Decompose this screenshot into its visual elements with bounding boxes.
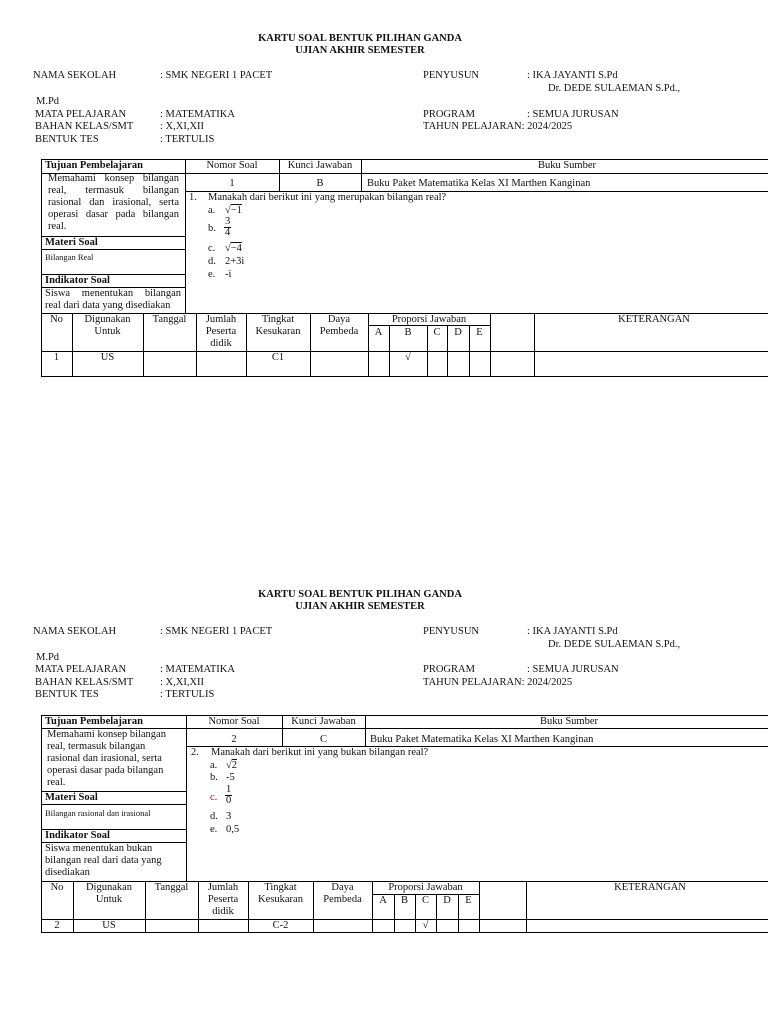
col-d: D bbox=[443, 895, 451, 906]
kesukaran-header: Kesukaran bbox=[258, 894, 303, 905]
kelas-label: BAHAN KELAS/SMT bbox=[35, 121, 134, 132]
penyusun-value-3: M.Pd bbox=[36, 96, 60, 107]
fraction-numerator: 3 bbox=[225, 216, 231, 227]
sqrt-symbol: √ bbox=[225, 205, 231, 216]
penyusun-value: : IKA JAYANTI S.Pd bbox=[527, 626, 618, 637]
kunci-jawaban-header: Kunci Jawaban bbox=[291, 716, 356, 727]
penyusun-value: : IKA JAYANTI S.Pd bbox=[527, 70, 618, 81]
mapel-label: MATA PELAJARAN bbox=[35, 664, 127, 675]
program-label: PROGRAM bbox=[423, 109, 475, 120]
row-check: √ bbox=[422, 920, 429, 931]
digunakan-header: Digunakan bbox=[84, 314, 131, 325]
option-a-label: a. bbox=[208, 205, 216, 216]
bentuk-label: BENTUK TES bbox=[35, 689, 99, 700]
proporsi-header: Proporsi Jawaban bbox=[388, 882, 463, 893]
untuk-header: Untuk bbox=[95, 894, 123, 905]
nama-sekolah-label: NAMA SEKOLAH bbox=[33, 626, 117, 637]
col-c: C bbox=[433, 327, 441, 338]
nomor-soal-value: 1 bbox=[229, 178, 235, 189]
tahun-label: TAHUN PELAJARAN: 2024/2025 bbox=[423, 677, 573, 688]
tingkat-header: Tingkat bbox=[261, 314, 295, 325]
materi-text: Bilangan rasional dan irasional bbox=[45, 808, 151, 818]
option-a bbox=[226, 760, 237, 772]
option-b-label: b. bbox=[210, 772, 218, 783]
option-e-label: e. bbox=[210, 824, 218, 835]
bentuk-label: BENTUK TES bbox=[35, 134, 99, 145]
fraction-denominator: 4 bbox=[225, 227, 231, 238]
no-header: No bbox=[50, 882, 64, 893]
tahun-label: TAHUN PELAJARAN: 2024/2025 bbox=[423, 121, 573, 132]
option-c bbox=[225, 785, 232, 806]
card-title: KARTU SOAL BENTUK PILIHAN GANDA bbox=[258, 33, 462, 44]
penyusun-value-2: Dr. DEDE SULAEMAN S.Pd., bbox=[548, 639, 681, 650]
tanggal-header: Tanggal bbox=[152, 314, 187, 325]
row-no: 1 bbox=[53, 352, 60, 363]
penyusun-value-2: Dr. DEDE SULAEMAN S.Pd., bbox=[548, 83, 681, 94]
jumlah-header: Jumlah bbox=[205, 314, 237, 325]
radicand: −1 bbox=[230, 205, 242, 216]
radicand: −4 bbox=[230, 243, 242, 254]
row-untuk: US bbox=[100, 352, 115, 363]
col-d: D bbox=[454, 327, 462, 338]
fraction-numerator: 1 bbox=[226, 784, 232, 795]
nama-sekolah-value: : SMK NEGERI 1 PACET bbox=[160, 626, 273, 637]
bentuk-value: : TERTULIS bbox=[160, 134, 215, 145]
radicand: 2 bbox=[231, 760, 238, 771]
option-e: -i bbox=[225, 269, 232, 280]
mapel-value: : MATEMATIKA bbox=[160, 109, 235, 120]
nomor-soal-header: Nomor Soal bbox=[206, 160, 258, 171]
buku-sumber-header: Buku Sumber bbox=[539, 716, 599, 727]
sqrt-symbol: √ bbox=[225, 243, 231, 254]
sqrt-symbol: √ bbox=[226, 760, 232, 771]
question-text: Manakah dari berikut ini yang merupakan bilangan real? bbox=[208, 192, 447, 203]
didik-header: didik bbox=[212, 906, 234, 917]
indikator-label: Indikator Soal bbox=[45, 275, 110, 286]
row-tingkat: C1 bbox=[271, 352, 285, 363]
option-e-label: e. bbox=[208, 269, 216, 280]
question-number: 2. bbox=[191, 747, 199, 758]
tujuan-label: Tujuan Pembelajaran bbox=[45, 716, 143, 727]
nama-sekolah-value: : SMK NEGERI 1 PACET bbox=[160, 70, 273, 81]
option-d: 2+3i bbox=[225, 256, 245, 267]
tingkat-header: Tingkat bbox=[264, 882, 297, 893]
indikator-text: Siswa menentukan bilangan real dari data yang disediakan bbox=[45, 288, 181, 311]
penyusun-value-3: M.Pd bbox=[36, 652, 60, 663]
untuk-header: Untuk bbox=[94, 326, 121, 337]
fraction-denominator: 0 bbox=[226, 795, 232, 806]
question-number: 1. bbox=[189, 192, 197, 203]
card-title: KARTU SOAL BENTUK PILIHAN GANDA bbox=[258, 589, 462, 600]
mapel-label: MATA PELAJARAN bbox=[35, 109, 127, 120]
card-subtitle: UJIAN AKHIR SEMESTER bbox=[295, 45, 425, 56]
indikator-label: Indikator Soal bbox=[45, 830, 110, 841]
row-check: √ bbox=[405, 352, 411, 363]
nomor-soal-value: 2 bbox=[231, 734, 237, 745]
option-d: 3 bbox=[226, 811, 232, 822]
kunci-jawaban-header: Kunci Jawaban bbox=[287, 160, 353, 171]
option-b-label: b. bbox=[208, 223, 216, 234]
option-d-label: d. bbox=[208, 256, 216, 267]
mapel-value: : MATEMATIKA bbox=[160, 664, 235, 675]
col-a: A bbox=[379, 895, 387, 906]
nomor-soal-header: Nomor Soal bbox=[208, 716, 260, 727]
buku-sumber-header: Buku Sumber bbox=[537, 160, 597, 171]
didik-header: didik bbox=[210, 338, 232, 349]
indikator-text: Siswa menentukan bukan bilangan real dari data yang disediakan bbox=[45, 843, 162, 878]
pembeda-header: Pembeda bbox=[323, 894, 362, 905]
col-e: E bbox=[476, 327, 483, 338]
pembeda-header: Pembeda bbox=[319, 326, 359, 337]
option-b: -5 bbox=[226, 772, 235, 783]
penyusun-label: PENYUSUN bbox=[423, 626, 480, 637]
kelas-value: : X,XI,XII bbox=[160, 121, 205, 132]
kunci-jawaban-value: C bbox=[319, 734, 327, 745]
col-b: B bbox=[404, 327, 412, 338]
penyusun-label: PENYUSUN bbox=[423, 70, 480, 81]
question-text: Manakah dari berikut ini yang bukan bilangan real? bbox=[211, 747, 429, 758]
row-untuk: US bbox=[102, 920, 116, 931]
col-c: C bbox=[421, 895, 429, 906]
daya-header: Daya bbox=[327, 314, 351, 325]
option-a-label: a. bbox=[210, 760, 218, 771]
col-b: B bbox=[400, 895, 408, 906]
program-label: PROGRAM bbox=[423, 664, 475, 675]
materi-text: Bilangan Real bbox=[45, 252, 94, 262]
option-d-label: d. bbox=[210, 811, 218, 822]
daya-header: Daya bbox=[331, 882, 354, 893]
materi-label: Materi Soal bbox=[45, 792, 98, 803]
program-value: : SEMUA JURUSAN bbox=[527, 664, 619, 675]
nama-sekolah-label: NAMA SEKOLAH bbox=[33, 70, 117, 81]
proporsi-header: Proporsi Jawaban bbox=[391, 314, 467, 325]
jumlah-header: Jumlah bbox=[207, 882, 239, 893]
peserta-header: Peserta bbox=[207, 894, 239, 905]
kelas-value: : X,XI,XII bbox=[160, 677, 205, 688]
keterangan-header: KETERANGAN bbox=[614, 882, 686, 893]
peserta-header: Peserta bbox=[205, 326, 237, 337]
col-e: E bbox=[465, 895, 472, 906]
bentuk-value: : TERTULIS bbox=[160, 689, 215, 700]
buku-sumber-value: Buku Paket Matematika Kelas XI Marthen Kanginan bbox=[367, 178, 591, 189]
kesukaran-header: Kesukaran bbox=[255, 326, 301, 337]
col-a: A bbox=[374, 327, 383, 338]
tujuan-text: Memahami konsep bilangan real, termasuk bilangan rasional dan irasional, serta operasi dasar pada bilangan real. bbox=[47, 729, 166, 788]
option-c-label: c. bbox=[210, 792, 218, 803]
row-tingkat: C-2 bbox=[272, 920, 289, 931]
program-value: : SEMUA JURUSAN bbox=[527, 109, 619, 120]
tujuan-text: Memahami konsep bilangan real, termasuk bilangan rasional dan irasional, serta operasi dasar pada bilangan real. bbox=[48, 173, 179, 232]
option-c-label: c. bbox=[208, 243, 216, 254]
no-header: No bbox=[50, 314, 63, 325]
option-e: 0,5 bbox=[226, 824, 240, 835]
materi-label: Materi Soal bbox=[45, 237, 98, 248]
keterangan-header: KETERANGAN bbox=[618, 314, 690, 325]
digunakan-header: Digunakan bbox=[85, 882, 133, 893]
kunci-jawaban-value: B bbox=[316, 178, 324, 189]
buku-sumber-value: Buku Paket Matematika Kelas XI Marthen Kanginan bbox=[370, 734, 594, 745]
card-subtitle: UJIAN AKHIR SEMESTER bbox=[295, 601, 425, 612]
kelas-label: BAHAN KELAS/SMT bbox=[35, 677, 134, 688]
tujuan-label: Tujuan Pembelajaran bbox=[45, 160, 143, 171]
row-no: 2 bbox=[54, 920, 60, 931]
tanggal-header: Tanggal bbox=[154, 882, 189, 893]
